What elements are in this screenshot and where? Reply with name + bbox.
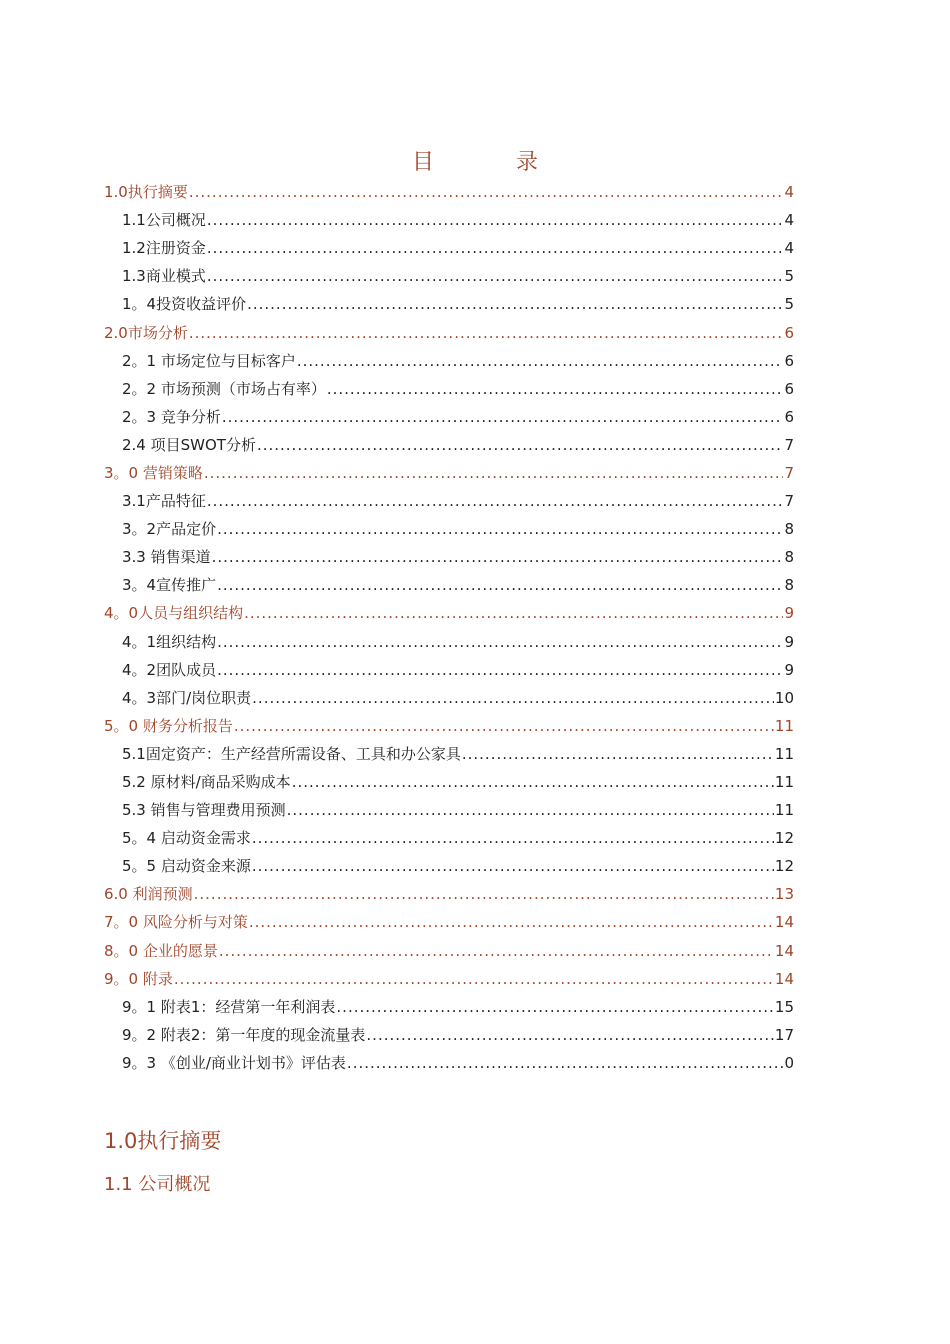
toc-dot-leader — [244, 603, 783, 623]
toc-entry-text: 2。3 竞争分析 — [122, 407, 221, 426]
toc-entry-chapter[interactable] — [104, 459, 794, 487]
toc-entry-text: 2.4 项目SWOT分析 — [122, 435, 256, 454]
toc-entry-text: 1.1公司概况 — [122, 211, 206, 230]
toc-dot-leader — [219, 941, 774, 961]
toc-entry-chapter[interactable] — [104, 965, 794, 993]
toc-page-number: 9 — [784, 632, 794, 651]
toc-page-number: 7 — [784, 463, 794, 482]
toc-entry-section[interactable] — [104, 290, 794, 318]
subsection-heading: 1.1 公司概况 — [104, 1174, 211, 1195]
toc-entry-text: 1.2注册资金 — [122, 239, 206, 258]
toc-dot-leader — [189, 182, 784, 202]
toc-entry-text: 2.0市场分析 — [104, 323, 188, 342]
toc-entry-section[interactable] — [104, 375, 794, 403]
toc-page-number: 8 — [784, 548, 794, 567]
toc-entry-section[interactable] — [104, 571, 794, 599]
toc-entry-text: 9。3 《创业/商业计划书》评估表 — [122, 1053, 346, 1072]
toc-page-number: 17 — [774, 1025, 794, 1044]
toc-page-number: 14 — [774, 969, 794, 988]
toc-dot-leader — [217, 632, 783, 652]
toc-dot-leader — [257, 435, 784, 455]
toc-page-number: 15 — [774, 997, 794, 1016]
toc-dot-leader — [366, 1025, 774, 1045]
toc-dot-leader — [336, 997, 774, 1017]
toc-entry-text: 4。2团队成员 — [122, 660, 217, 679]
toc-entry-section[interactable] — [104, 768, 794, 796]
toc-entry-text: 4。1组织结构 — [122, 632, 217, 651]
toc-dot-leader — [217, 660, 783, 680]
toc-entry-text: 5.1固定资产：生产经营所需设备、工具和办公家具 — [122, 744, 461, 763]
toc-page-number: 11 — [774, 801, 794, 820]
toc-page-number: 6 — [784, 407, 794, 426]
toc-entry-chapter[interactable] — [104, 880, 794, 908]
toc-entry-section[interactable] — [104, 543, 794, 571]
toc-title: 目 录 — [411, 150, 568, 175]
toc-entry-text: 1。4投资收益评价 — [122, 295, 247, 314]
toc-dot-leader — [212, 547, 784, 567]
toc-page-number: 9 — [784, 660, 794, 679]
toc-entry-text: 9。2 附表2：第一年度的现金流量表 — [122, 1025, 366, 1044]
toc-page-number: 12 — [774, 829, 794, 848]
toc-dot-leader — [234, 716, 774, 736]
toc-page-number: 6 — [784, 379, 794, 398]
toc-entry-section[interactable] — [104, 824, 794, 852]
toc-entry-text: 1.3商业模式 — [122, 267, 206, 286]
toc-page-number: 7 — [784, 435, 794, 454]
toc-entry-text: 4。0人员与组织结构 — [104, 604, 244, 623]
toc-entry-chapter[interactable] — [104, 318, 794, 346]
toc-dot-leader — [207, 491, 784, 511]
toc-entry-text: 5。0 财务分析报告 — [104, 716, 233, 735]
toc-entry-text: 1.0执行摘要 — [104, 183, 188, 202]
toc-entry-chapter[interactable] — [104, 712, 794, 740]
toc-entry-text: 2。2 市场预测（市场占有率） — [122, 379, 326, 398]
toc-dot-leader — [252, 856, 774, 876]
toc-page-number: 8 — [784, 520, 794, 539]
toc-dot-leader — [247, 294, 783, 314]
toc-dot-leader — [217, 519, 783, 539]
toc-page-number: 5 — [784, 295, 794, 314]
toc-entry-section[interactable] — [104, 796, 794, 824]
toc-entry-section[interactable] — [104, 403, 794, 431]
toc-page-number: 6 — [784, 351, 794, 370]
toc-page-number: 6 — [784, 323, 794, 342]
toc-entry-text: 5.2 原材料/商品采购成本 — [122, 773, 291, 792]
toc-dot-leader — [222, 407, 784, 427]
table-of-contents — [104, 178, 794, 1077]
toc-page-number: 11 — [774, 773, 794, 792]
toc-page-number: 4 — [784, 239, 794, 258]
toc-entry-text: 9。0 附录 — [104, 969, 173, 988]
toc-entry-text: 5。5 启动资金来源 — [122, 857, 251, 876]
toc-dot-leader — [207, 266, 784, 286]
toc-entry-section[interactable] — [104, 656, 794, 684]
toc-entry-section[interactable] — [104, 234, 794, 262]
toc-entry-text: 6.0 利润预测 — [104, 885, 193, 904]
toc-page-number: 12 — [774, 857, 794, 876]
toc-page-number: 5 — [784, 267, 794, 286]
toc-entry-section[interactable] — [104, 740, 794, 768]
section-heading: 1.0执行摘要 — [104, 1129, 222, 1153]
toc-entry-section[interactable] — [104, 431, 794, 459]
toc-entry-section[interactable] — [104, 487, 794, 515]
toc-entry-chapter[interactable] — [104, 937, 794, 965]
toc-page-number: 9 — [784, 604, 794, 623]
toc-dot-leader — [347, 1053, 784, 1073]
toc-dot-leader — [204, 463, 784, 483]
toc-entry-text: 4。3部门/岗位职责 — [122, 688, 252, 707]
toc-dot-leader — [462, 744, 774, 764]
toc-dot-leader — [207, 238, 784, 258]
toc-entry-section[interactable] — [104, 628, 794, 656]
toc-entry-text: 3.3 销售渠道 — [122, 548, 211, 567]
toc-page-number: 11 — [774, 744, 794, 763]
toc-entry-chapter[interactable] — [104, 178, 794, 206]
toc-dot-leader — [292, 772, 774, 792]
toc-page-number: 11 — [774, 716, 794, 735]
toc-entry-text: 8。0 企业的愿景 — [104, 941, 218, 960]
toc-dot-leader — [327, 379, 784, 399]
toc-page-number: 4 — [784, 183, 794, 202]
toc-entry-section[interactable] — [104, 347, 794, 375]
toc-entry-section[interactable] — [104, 262, 794, 290]
toc-dot-leader — [297, 351, 784, 371]
toc-dot-leader — [252, 828, 774, 848]
toc-entry-text: 3。2产品定价 — [122, 520, 217, 539]
toc-entry-section[interactable] — [104, 1021, 794, 1049]
toc-entry-text: 5.3 销售与管理费用预测 — [122, 801, 286, 820]
toc-entry-text: 3。4宣传推广 — [122, 576, 217, 595]
toc-page-number: 7 — [784, 492, 794, 511]
toc-entry-chapter[interactable] — [104, 908, 794, 936]
toc-page-number: 8 — [784, 576, 794, 595]
toc-entry-text: 7。0 风险分析与对策 — [104, 913, 248, 932]
toc-entry-section[interactable] — [104, 1049, 794, 1077]
toc-page-number: 13 — [774, 885, 794, 904]
toc-entry-section[interactable] — [104, 993, 794, 1021]
toc-dot-leader — [207, 210, 784, 230]
toc-page-number: 14 — [774, 941, 794, 960]
toc-page-number: 14 — [774, 913, 794, 932]
toc-entry-text: 2。1 市场定位与目标客户 — [122, 351, 296, 370]
toc-page-number: 10 — [774, 688, 794, 707]
toc-entry-section[interactable] — [104, 206, 794, 234]
toc-entry-section[interactable] — [104, 852, 794, 880]
toc-entry-text: 5。4 启动资金需求 — [122, 829, 251, 848]
toc-entry-chapter[interactable] — [104, 599, 794, 627]
toc-dot-leader — [217, 575, 783, 595]
toc-page-number: 0 — [784, 1053, 794, 1072]
toc-entry-section[interactable] — [104, 684, 794, 712]
toc-entry-text: 3。0 营销策略 — [104, 463, 203, 482]
toc-dot-leader — [252, 688, 774, 708]
toc-entry-text: 3.1产品特征 — [122, 492, 206, 511]
toc-entry-text: 9。1 附表1：经营第一年利润表 — [122, 997, 336, 1016]
toc-dot-leader — [249, 912, 774, 932]
toc-page-number: 4 — [784, 211, 794, 230]
toc-dot-leader — [194, 884, 774, 904]
toc-dot-leader — [287, 800, 774, 820]
toc-dot-leader — [189, 323, 784, 343]
toc-dot-leader — [174, 969, 774, 989]
toc-entry-section[interactable] — [104, 515, 794, 543]
